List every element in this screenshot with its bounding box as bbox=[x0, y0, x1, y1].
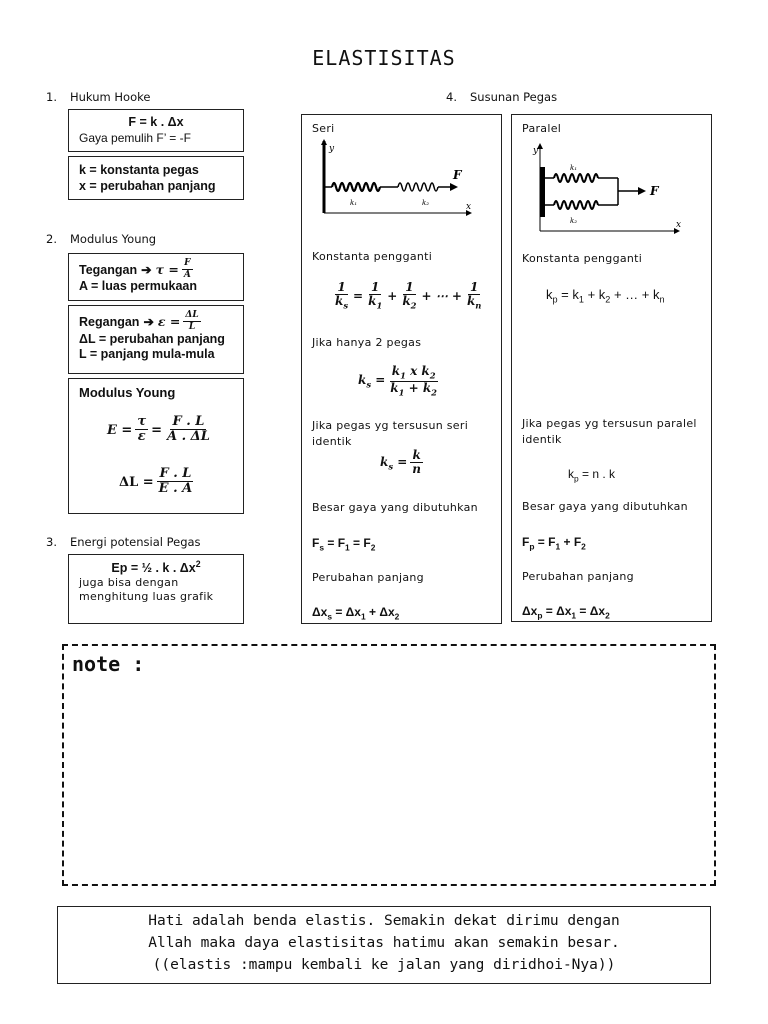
svg-text:x: x bbox=[466, 202, 472, 212]
series-column bbox=[301, 114, 502, 624]
delta-l-formula: ΔL = $\frac{F . L}{E . A}$ bbox=[119, 466, 193, 497]
series-extension-formula: $\Delta x_s = \Delta x_1 + \Delta x_2$ bbox=[312, 605, 400, 622]
section-number: 4. bbox=[446, 90, 457, 104]
modulus-label: Modulus Young bbox=[79, 385, 176, 400]
series-force-label: Besar gaya yang dibutuhkan bbox=[312, 501, 478, 514]
svg-text:x: x bbox=[676, 220, 682, 230]
svg-text:y: y bbox=[533, 146, 539, 156]
arrow-icon: ➔ bbox=[143, 315, 154, 330]
hooke-formula-box bbox=[68, 109, 244, 152]
parallel-identical-label-2: identik bbox=[522, 433, 562, 446]
section-label: Hukum Hooke bbox=[70, 90, 151, 104]
svg-text:F: F bbox=[650, 184, 659, 198]
parallel-extension-label: Perubahan panjang bbox=[522, 570, 634, 583]
series-title: Seri bbox=[312, 122, 335, 135]
section-label: Modulus Young bbox=[70, 232, 157, 246]
stress-box bbox=[68, 253, 244, 301]
svg-text:k₂: k₂ bbox=[570, 217, 578, 225]
section-number: 1. bbox=[46, 90, 57, 104]
quote-line-2: Allah maka daya elastisitas hatimu akan semakin besar. bbox=[148, 935, 620, 951]
section-young-heading bbox=[46, 232, 156, 246]
def-k: k = konstanta pegas bbox=[79, 163, 199, 177]
svg-text:F: F bbox=[453, 168, 462, 182]
series-konstanta-label: Konstanta pengganti bbox=[312, 250, 433, 263]
series-constant-formula: $\frac{1}{k_s}$ = $\frac{1}{k_1}$ + $\frac{1}{k_2}$ + ⋯ + $\frac{1}{k_n}$ bbox=[335, 280, 482, 311]
parallel-identical-label-1: Jika pegas yg tersusun paralel bbox=[522, 417, 697, 430]
quote-line-3: ((elastis :mampu kembali ke jalan yang diridhoi-Nya)) bbox=[152, 957, 616, 973]
stress-def: A = luas permukaan bbox=[79, 279, 197, 294]
energy-note-1: juga bisa dengan bbox=[79, 576, 179, 590]
hooke-formula: F = k . Δx bbox=[128, 115, 184, 129]
series-two-springs-formula: $k_s$ = $\frac{k_1 x k_2}{k_1 + k_2}$ bbox=[358, 364, 437, 398]
section-springs-heading bbox=[446, 90, 557, 104]
def-x: x = perubahan panjang bbox=[79, 179, 216, 193]
parallel-title: Paralel bbox=[522, 122, 562, 135]
svg-text:k₁: k₁ bbox=[570, 164, 578, 172]
parallel-column bbox=[511, 114, 712, 622]
note-title: note : bbox=[72, 652, 145, 676]
stress-label: Tegangan bbox=[79, 262, 138, 277]
svg-text:k₁: k₁ bbox=[350, 199, 358, 207]
series-force-formula: $F_s = F_1 = F_2$ bbox=[312, 536, 376, 553]
page-title: ELASTISITAS bbox=[312, 46, 456, 70]
section-energy-heading bbox=[46, 535, 201, 549]
restoring-force: Gaya pemulih F’ = -F bbox=[79, 131, 191, 145]
strain-formula: Regangan ➔ ε = $\frac{\Delta L}{L}$ bbox=[79, 310, 199, 332]
strain-label: Regangan bbox=[79, 314, 140, 329]
parallel-spring-diagram bbox=[526, 141, 688, 237]
modulus-young-box bbox=[68, 378, 244, 514]
hooke-definitions-box bbox=[68, 156, 244, 200]
parallel-identical-formula: $k_p = n$ . k bbox=[568, 467, 616, 484]
series-identical-label-1: Jika pegas yg tersusun seri bbox=[312, 419, 469, 432]
energy-box bbox=[68, 554, 244, 624]
section-label: Energi potensial Pegas bbox=[70, 535, 201, 549]
section-label: Susunan Pegas bbox=[470, 90, 558, 104]
series-spring-diagram bbox=[316, 137, 476, 219]
strain-def-1: ΔL = perubahan panjang bbox=[79, 332, 225, 347]
section-number: 3. bbox=[46, 535, 57, 549]
series-extension-label: Perubahan panjang bbox=[312, 571, 424, 584]
parallel-konstanta-label: Konstanta pengganti bbox=[522, 252, 643, 265]
quote-box bbox=[57, 906, 711, 984]
arrow-icon: ➔ bbox=[141, 263, 152, 278]
section-number: 2. bbox=[46, 232, 57, 246]
parallel-force-label: Besar gaya yang dibutuhkan bbox=[522, 500, 688, 513]
modulus-formula: E = $\frac{\tau}{\varepsilon}$ = $\frac{F . L}{A . \Delta L}$ bbox=[107, 414, 210, 445]
parallel-force-formula: $F_p = F_1 + F_2$ bbox=[522, 535, 586, 552]
parallel-constant-formula: $k_p = k_1 + k_2$ + … + $k_n$ bbox=[546, 287, 665, 305]
series-two-springs-label: Jika hanya 2 pegas bbox=[312, 336, 422, 349]
strain-def-2: L = panjang mula-mula bbox=[79, 347, 215, 362]
svg-text:y: y bbox=[329, 144, 335, 154]
series-identical-formula: $k_s$ = $\frac{k}{n}$ bbox=[380, 448, 422, 477]
section-hooke-heading bbox=[46, 90, 150, 104]
strain-box bbox=[68, 305, 244, 374]
energy-formula: Ep = ½ . k . $\Delta x^2$ bbox=[111, 559, 201, 576]
series-identical-label-2: identik bbox=[312, 435, 352, 448]
svg-text:k₂: k₂ bbox=[422, 199, 430, 207]
energy-note-2: menghitung luas grafik bbox=[79, 590, 214, 604]
stress-formula: Tegangan ➔ τ = $\frac{F}{A}$ bbox=[79, 258, 191, 280]
quote-line-1: Hati adalah benda elastis. Semakin dekat dirimu dengan bbox=[148, 913, 620, 929]
parallel-extension-formula: $\Delta x_p = \Delta x_1 = \Delta x_2$ bbox=[522, 604, 610, 621]
note-area[interactable] bbox=[62, 644, 716, 886]
